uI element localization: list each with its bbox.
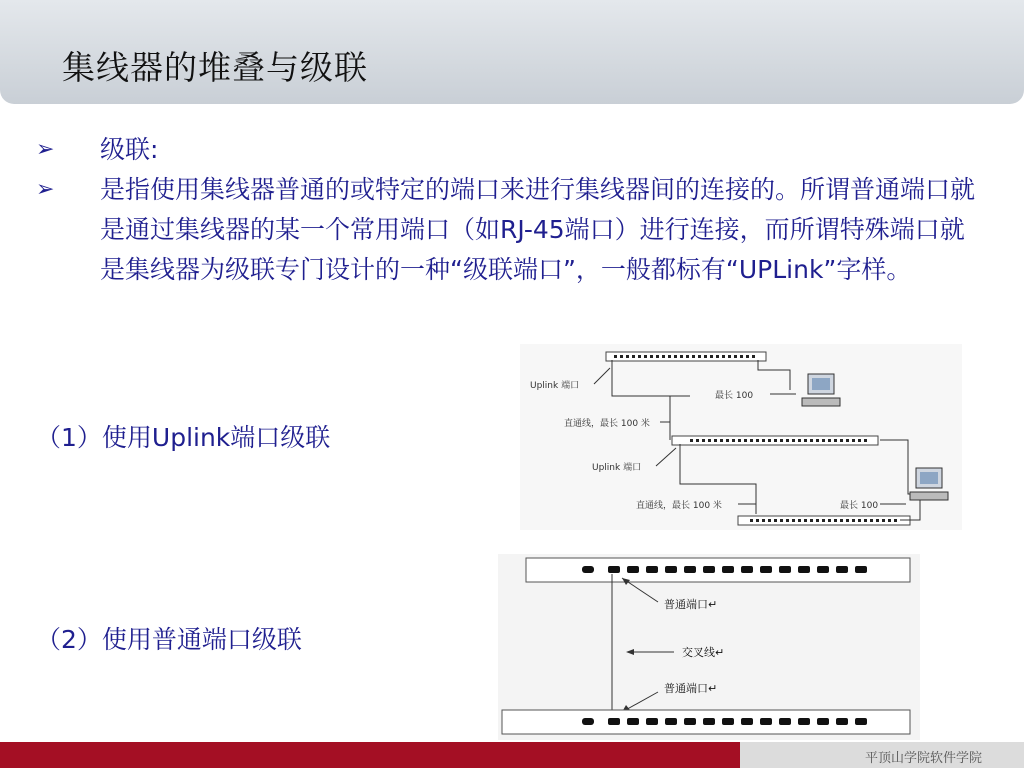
hub-3 [738,516,910,525]
bullet-item [36,170,986,290]
uplink-label-2: Uplink 端口 [592,463,642,473]
footer-text: 平顶山学院软件学院 [864,751,982,766]
straight-label-1: 直通线，最长 100 米 [564,419,650,429]
arrow-bullet-icon: ➢ [36,177,55,202]
hub-1 [606,352,766,361]
uplink-cascade-diagram [520,344,962,530]
max-label-1: 最长 100 [715,391,754,401]
caption-uplink: （1）使用Uplink端口级联 [36,423,331,452]
hub-2 [672,436,878,445]
max-label-2: 最长 100 [840,501,879,511]
straight-label-2: 直通线，最长 100 米 [636,501,722,511]
computer-icon [910,468,948,500]
computer-icon [802,374,840,406]
crossover-label: 交叉线↵ [682,646,725,659]
page-title: 集线器的堆叠与级联 [62,48,368,87]
normal-port-cascade-diagram [498,554,920,740]
bullet-text: 是指使用集线器普通的或特定的端口来进行集线器间的连接的。所谓普通端口就是通过集线器的某一个常用端口（如RJ-45端口）进行连接，而所谓特殊端口就是集线器为级联专门设计的一种“级联端口”，一般都标有“UPLink”字样。 [100,175,976,284]
arrow-bullet-icon: ➢ [36,137,55,162]
caption-normal: （2）使用普通端口级联 [36,625,302,654]
header-bar [0,0,1024,104]
body-content [36,130,986,290]
bullet-item [36,130,986,170]
footer-bar [0,742,740,768]
hub-bottom [502,710,910,734]
uplink-label-1: Uplink 端口 [530,381,580,391]
hub-top [526,558,910,582]
port-label-bottom: 普通端口↵ [664,682,718,695]
port-label-top: 普通端口↵ [664,598,718,611]
bullet-text: 级联: [100,135,159,164]
